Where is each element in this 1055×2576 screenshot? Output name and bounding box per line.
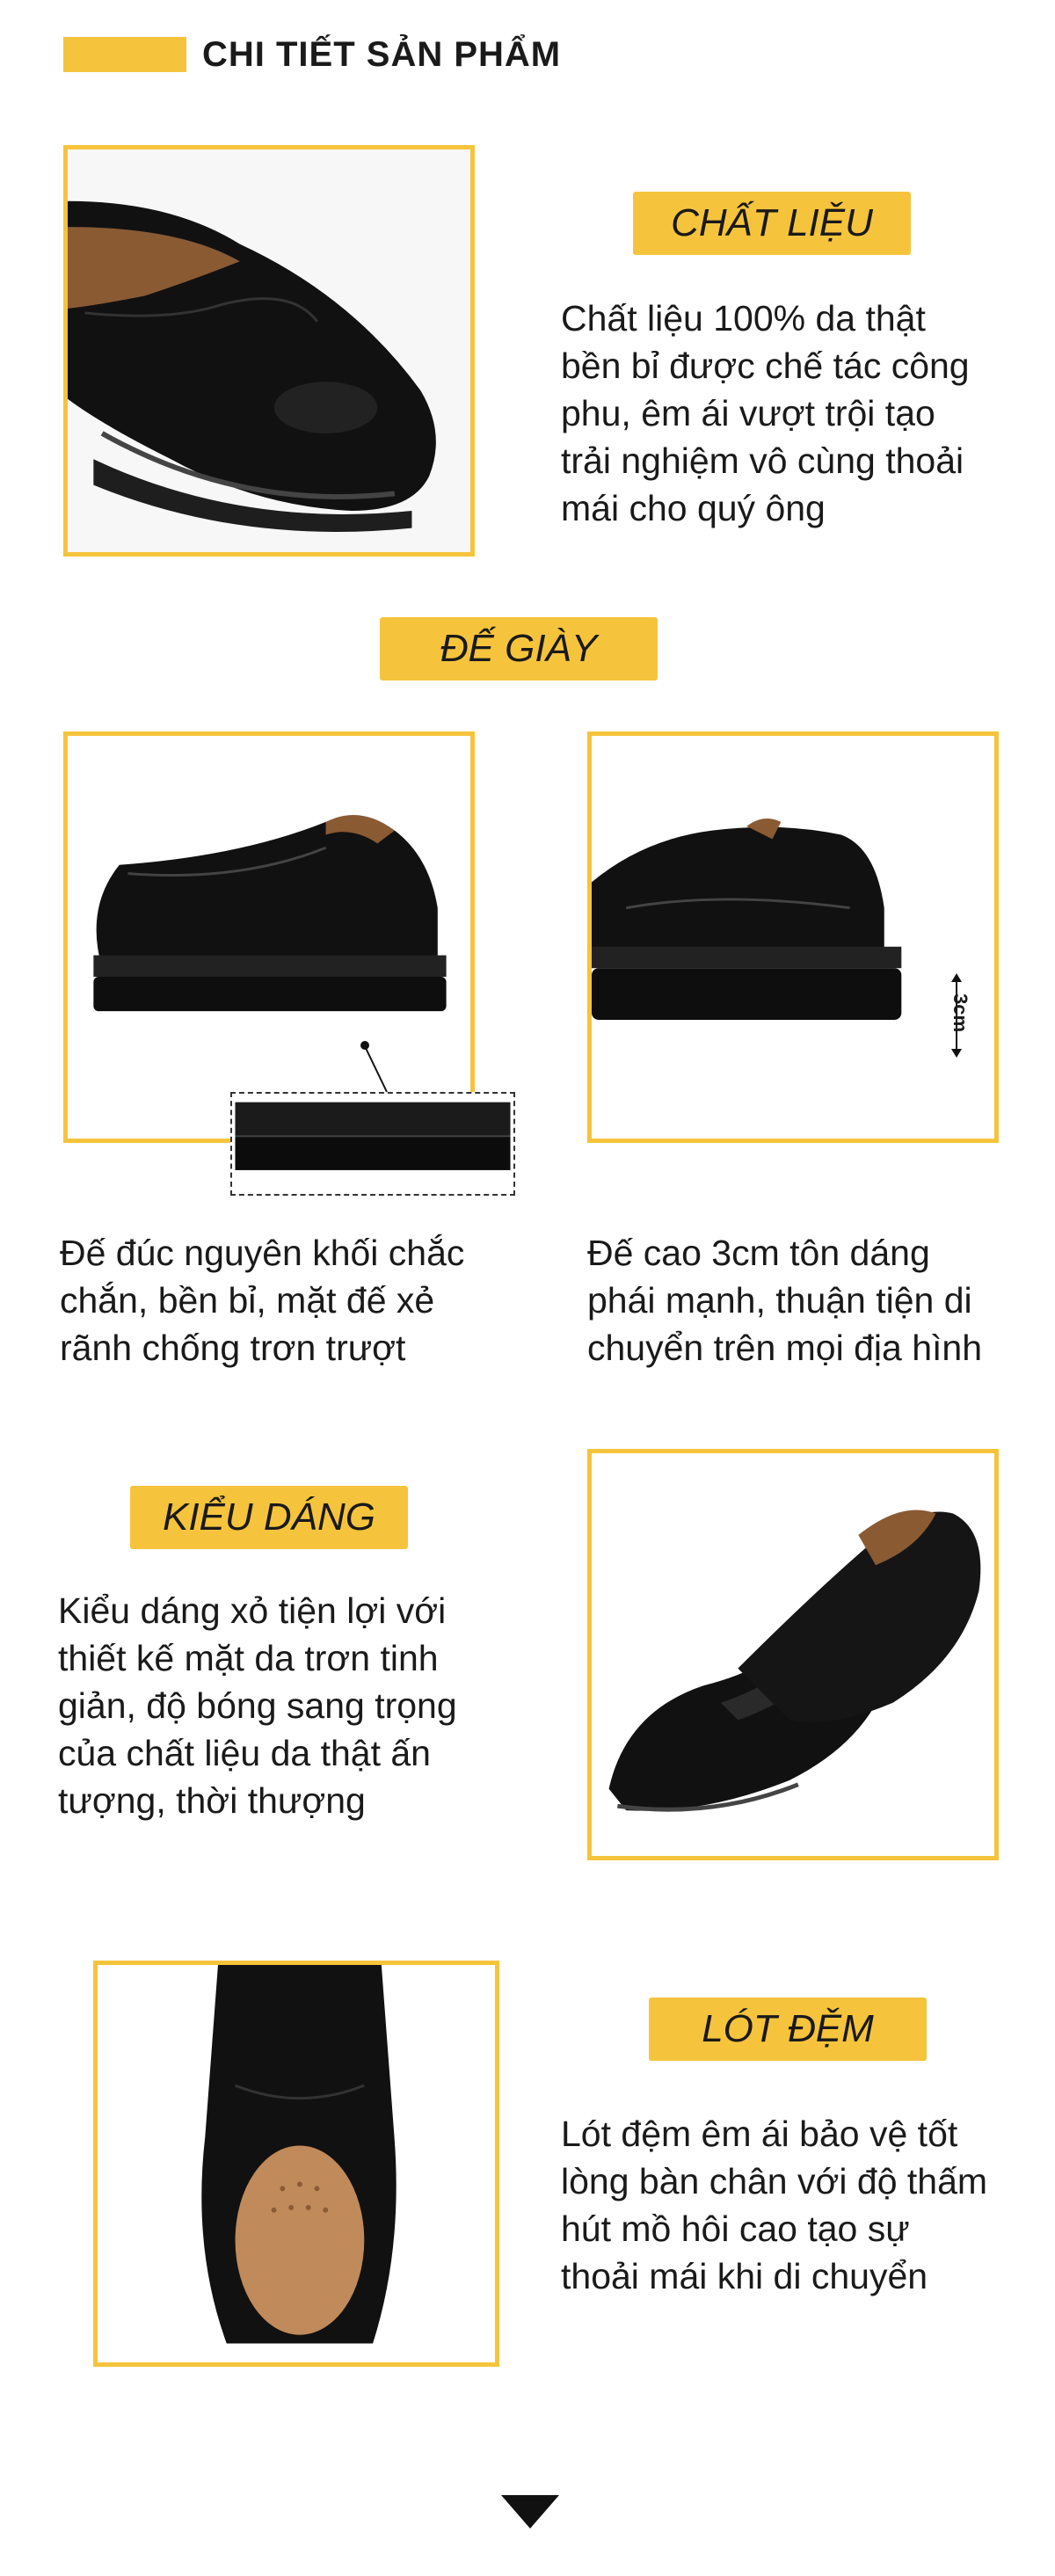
material-description-line: trải nghiệm vô cùng thoải — [561, 440, 964, 481]
insole-description-line: hút mồ hôi cao tạo sự — [561, 2209, 910, 2249]
triangle-down-icon[interactable] — [501, 2495, 559, 2529]
insole-description-line: lòng bàn chân với độ thấm — [561, 2161, 988, 2201]
style-description-line: giản, độ bóng sang trọng — [58, 1685, 457, 1726]
material-description-line: phu, êm ái vượt trội tạo — [561, 393, 935, 433]
insole-description-line: thoải mái khi di chuyển — [561, 2256, 928, 2296]
sole-tread-detail — [230, 1092, 515, 1196]
page-title: CHI TIẾT SẢN PHẨM — [202, 35, 562, 74]
style-description — [58, 1587, 533, 1824]
style-description-line: thiết kế mặt da trơn tinh — [58, 1638, 439, 1678]
style-photo — [587, 1449, 999, 1860]
style-label: KIỂU DÁNG — [130, 1486, 408, 1549]
sole-right-line: phái mạnh, thuận tiện di — [587, 1280, 972, 1321]
material-description-line: bền bỉ được chế tác công — [561, 346, 970, 386]
height-measure — [950, 971, 981, 1059]
material-photo — [63, 145, 475, 557]
sole-right-line: chuyển trên mọi địa hình — [587, 1328, 982, 1368]
sole-label: ĐẾ GIÀY — [380, 617, 658, 680]
sole-left-line: chắn, bền bỉ, mặt đế xẻ — [60, 1280, 435, 1321]
header-accent-bar — [63, 37, 186, 72]
sole-left-line: rãnh chống trơn trượt — [60, 1328, 406, 1368]
insole-description — [561, 2110, 1044, 2300]
insole-photo — [93, 1961, 499, 2367]
sole-right-line: Đế cao 3cm tôn dáng — [587, 1233, 930, 1273]
height-measure-label: 3cm — [950, 993, 972, 1033]
sole-left-description — [60, 1229, 517, 1372]
sole-right-description — [587, 1229, 1044, 1372]
sole-tread-image — [232, 1094, 513, 1194]
detail-pointer-line — [360, 1046, 396, 1099]
material-label: CHẤT LIỆU — [633, 192, 911, 255]
sole-side-photo — [63, 731, 475, 1143]
shoe-side-image — [68, 736, 470, 1139]
sole-heel-photo — [587, 731, 999, 1143]
material-description-line: Chất liệu 100% da thật — [561, 298, 926, 338]
style-description-line: Kiểu dáng xỏ tiện lợi với — [58, 1590, 447, 1631]
insole-description-line: Lót đệm êm ái bảo vệ tốt — [561, 2114, 958, 2154]
style-description-line: tượng, thời thượng — [58, 1780, 366, 1821]
material-description — [561, 295, 1036, 532]
sole-left-line: Đế đúc nguyên khối chắc — [60, 1233, 465, 1273]
shoe-toe-closeup-image — [68, 149, 470, 552]
style-description-line: của chất liệu da thật ấn — [58, 1733, 431, 1773]
insole-label: LÓT ĐỆM — [649, 1997, 927, 2061]
material-description-line: mái cho quý ông — [561, 488, 826, 528]
shoe-pair-image — [592, 1453, 994, 1856]
shoe-top-view-image — [98, 1965, 495, 2362]
shoe-heel-image — [592, 736, 994, 1139]
